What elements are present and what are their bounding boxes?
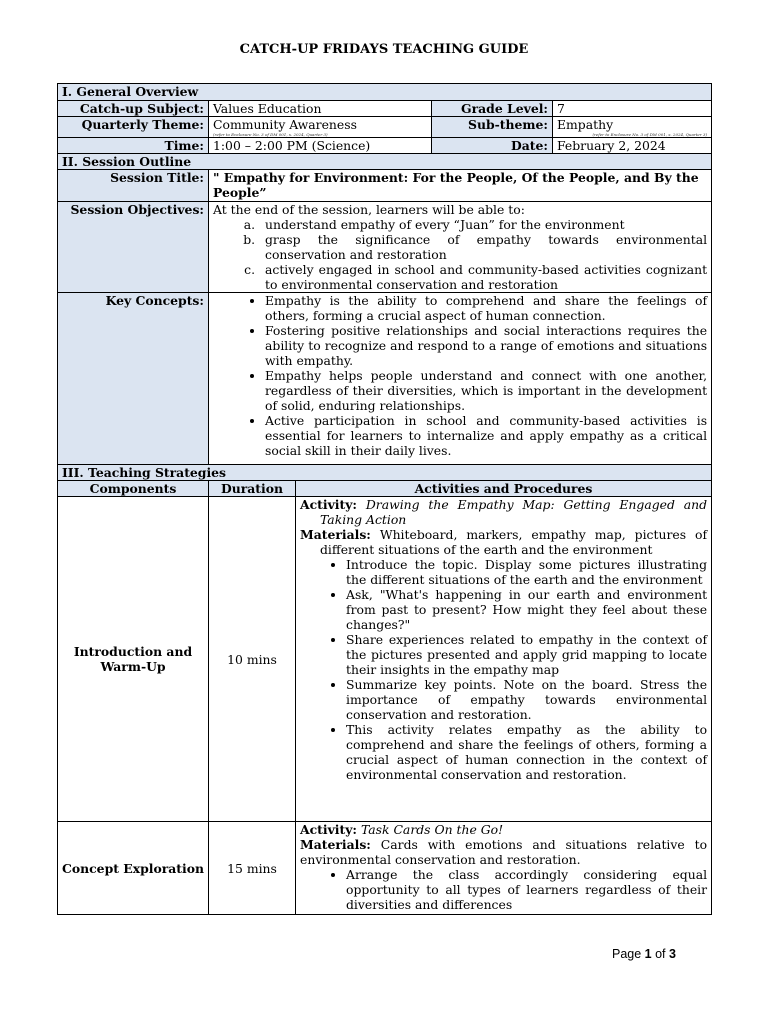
date-value: February 2, 2024	[553, 138, 712, 154]
subtheme-value: Empathy	[557, 117, 614, 132]
session-title-label: Session Title:	[58, 170, 209, 202]
grade-label: Grade Level:	[432, 101, 553, 117]
subject-label: Catch-up Subject:	[58, 101, 209, 117]
time-value: 1:00 – 2:00 PM (Science)	[209, 138, 432, 154]
time-label: Time:	[58, 138, 209, 154]
materials-line	[300, 527, 707, 557]
page-of: of	[651, 947, 669, 961]
objectives-cell	[209, 202, 712, 293]
teaching-guide-table	[57, 83, 712, 915]
objective-item: b. grasp the significance of empathy towards environmental conservation and restoration	[259, 232, 707, 262]
materials-label: Materials:	[300, 837, 371, 852]
theme-cell	[209, 117, 432, 138]
column-header-duration: Duration	[209, 481, 296, 497]
procedure-step: • Introduce the topic. Display some pictures illustrating the different situations of the earth and the environment	[346, 557, 707, 587]
objectives-list	[213, 217, 707, 292]
activities-cell	[296, 497, 712, 822]
activity-line	[300, 497, 707, 527]
activity-title: Task Cards On the Go!	[360, 822, 504, 837]
objective-item: c. actively engaged in school and community-based activities cognizant to environmental conservation and restoration	[259, 262, 707, 292]
objectives-label: Session Objectives:	[58, 202, 209, 293]
concept-item: • Empathy helps people understand and connect with one another, regardless of their diversities, which is important in the development of solid, enduring relationships.	[265, 368, 707, 413]
materials-text: Whiteboard, markers, empathy map, pictures of different situations of the earth and the environment	[320, 527, 708, 557]
activity-label: Activity:	[300, 497, 357, 512]
section-general-overview: I. General Overview	[58, 84, 712, 101]
materials-label: Materials:	[300, 527, 371, 542]
subtheme-cell	[553, 117, 712, 138]
activity-line	[300, 822, 707, 837]
procedure-step: • Arrange the class accordingly considering equal opportunity to all types of learners regardless of their diversities and differences	[346, 867, 707, 912]
component-name: Introduction and Warm-Up	[58, 497, 209, 822]
concept-item: • Empathy is the ability to comprehend and share the feelings of others, forming a crucial aspect of human connection.	[265, 293, 707, 323]
concept-item: • Active participation in school and community-based activities is essential for learners to internalize and apply empathy as a critical social skill in their daily lives.	[265, 413, 707, 458]
theme-value: Community Awareness	[213, 117, 357, 132]
document-title: CATCH-UP FRIDAYS TEACHING GUIDE	[239, 42, 529, 57]
component-name: Concept Exploration	[58, 822, 209, 915]
column-header-activities: Activities and Procedures	[296, 481, 712, 497]
key-concepts-label: Key Concepts:	[58, 293, 209, 465]
procedure-list	[300, 867, 707, 912]
materials-text: Cards with emotions and situations relative to environmental conservation and restoration.	[300, 837, 708, 867]
duration-value: 15 mins	[209, 822, 296, 915]
page-current: 1	[644, 947, 652, 961]
activity-title: Drawing the Empathy Map: Getting Engaged and Taking Action	[320, 497, 708, 527]
grade-value: 7	[553, 101, 712, 117]
subtheme-note: (refer to Enclosure No. 3 of DM 001, s. 2024, Quarter 3)	[592, 132, 708, 137]
column-header-components: Components	[58, 481, 209, 497]
theme-label: Quarterly Theme:	[58, 117, 209, 138]
duration-value: 10 mins	[209, 497, 296, 822]
subject-value: Values Education	[209, 101, 432, 117]
materials-line	[300, 837, 707, 867]
page-total: 3	[669, 947, 676, 961]
page-number	[612, 947, 676, 961]
table-row	[58, 497, 712, 822]
concept-item: • Fostering positive relationships and social interactions requires the ability to recognize and respond to a range of emotions and situations with empathy.	[265, 323, 707, 368]
procedure-step: • Ask, "What's happening in our earth and environment from past to present? How might they feel about these changes?"	[346, 587, 707, 632]
section-session-outline: II. Session Outline	[58, 154, 712, 170]
subtheme-label: Sub-theme:	[432, 117, 553, 138]
theme-note: (refer to Enclosure No. 3 of DM 001, s. 2024, Quarter 3)	[213, 132, 328, 137]
table-row	[58, 822, 712, 915]
session-title-value: " Empathy for Environment: For the People, Of the People, and By the People”	[209, 170, 712, 202]
section-teaching-strategies: III. Teaching Strategies	[58, 465, 712, 481]
objective-item: a. understand empathy of every “Juan” for the environment	[259, 217, 707, 232]
procedure-step: • Summarize key points. Note on the board. Stress the importance of empathy towards environmental conservation and restoration.	[346, 677, 707, 722]
activity-label: Activity:	[300, 822, 357, 837]
activities-cell	[296, 822, 712, 915]
procedure-list	[300, 557, 707, 782]
objectives-intro: At the end of the session, learners will be able to:	[213, 202, 525, 217]
page-prefix: Page	[612, 947, 645, 961]
procedure-step: • This activity relates empathy as the ability to comprehend and share the feelings of others, forming a crucial aspect of human connection in the context of environmental conservation and restoration.	[346, 722, 707, 782]
procedure-step: • Share experiences related to empathy in the context of the pictures presented and apply grid mapping to locate their insights in the empathy map	[346, 632, 707, 677]
date-label: Date:	[432, 138, 553, 154]
key-concepts-list	[213, 293, 707, 458]
key-concepts-cell	[209, 293, 712, 465]
